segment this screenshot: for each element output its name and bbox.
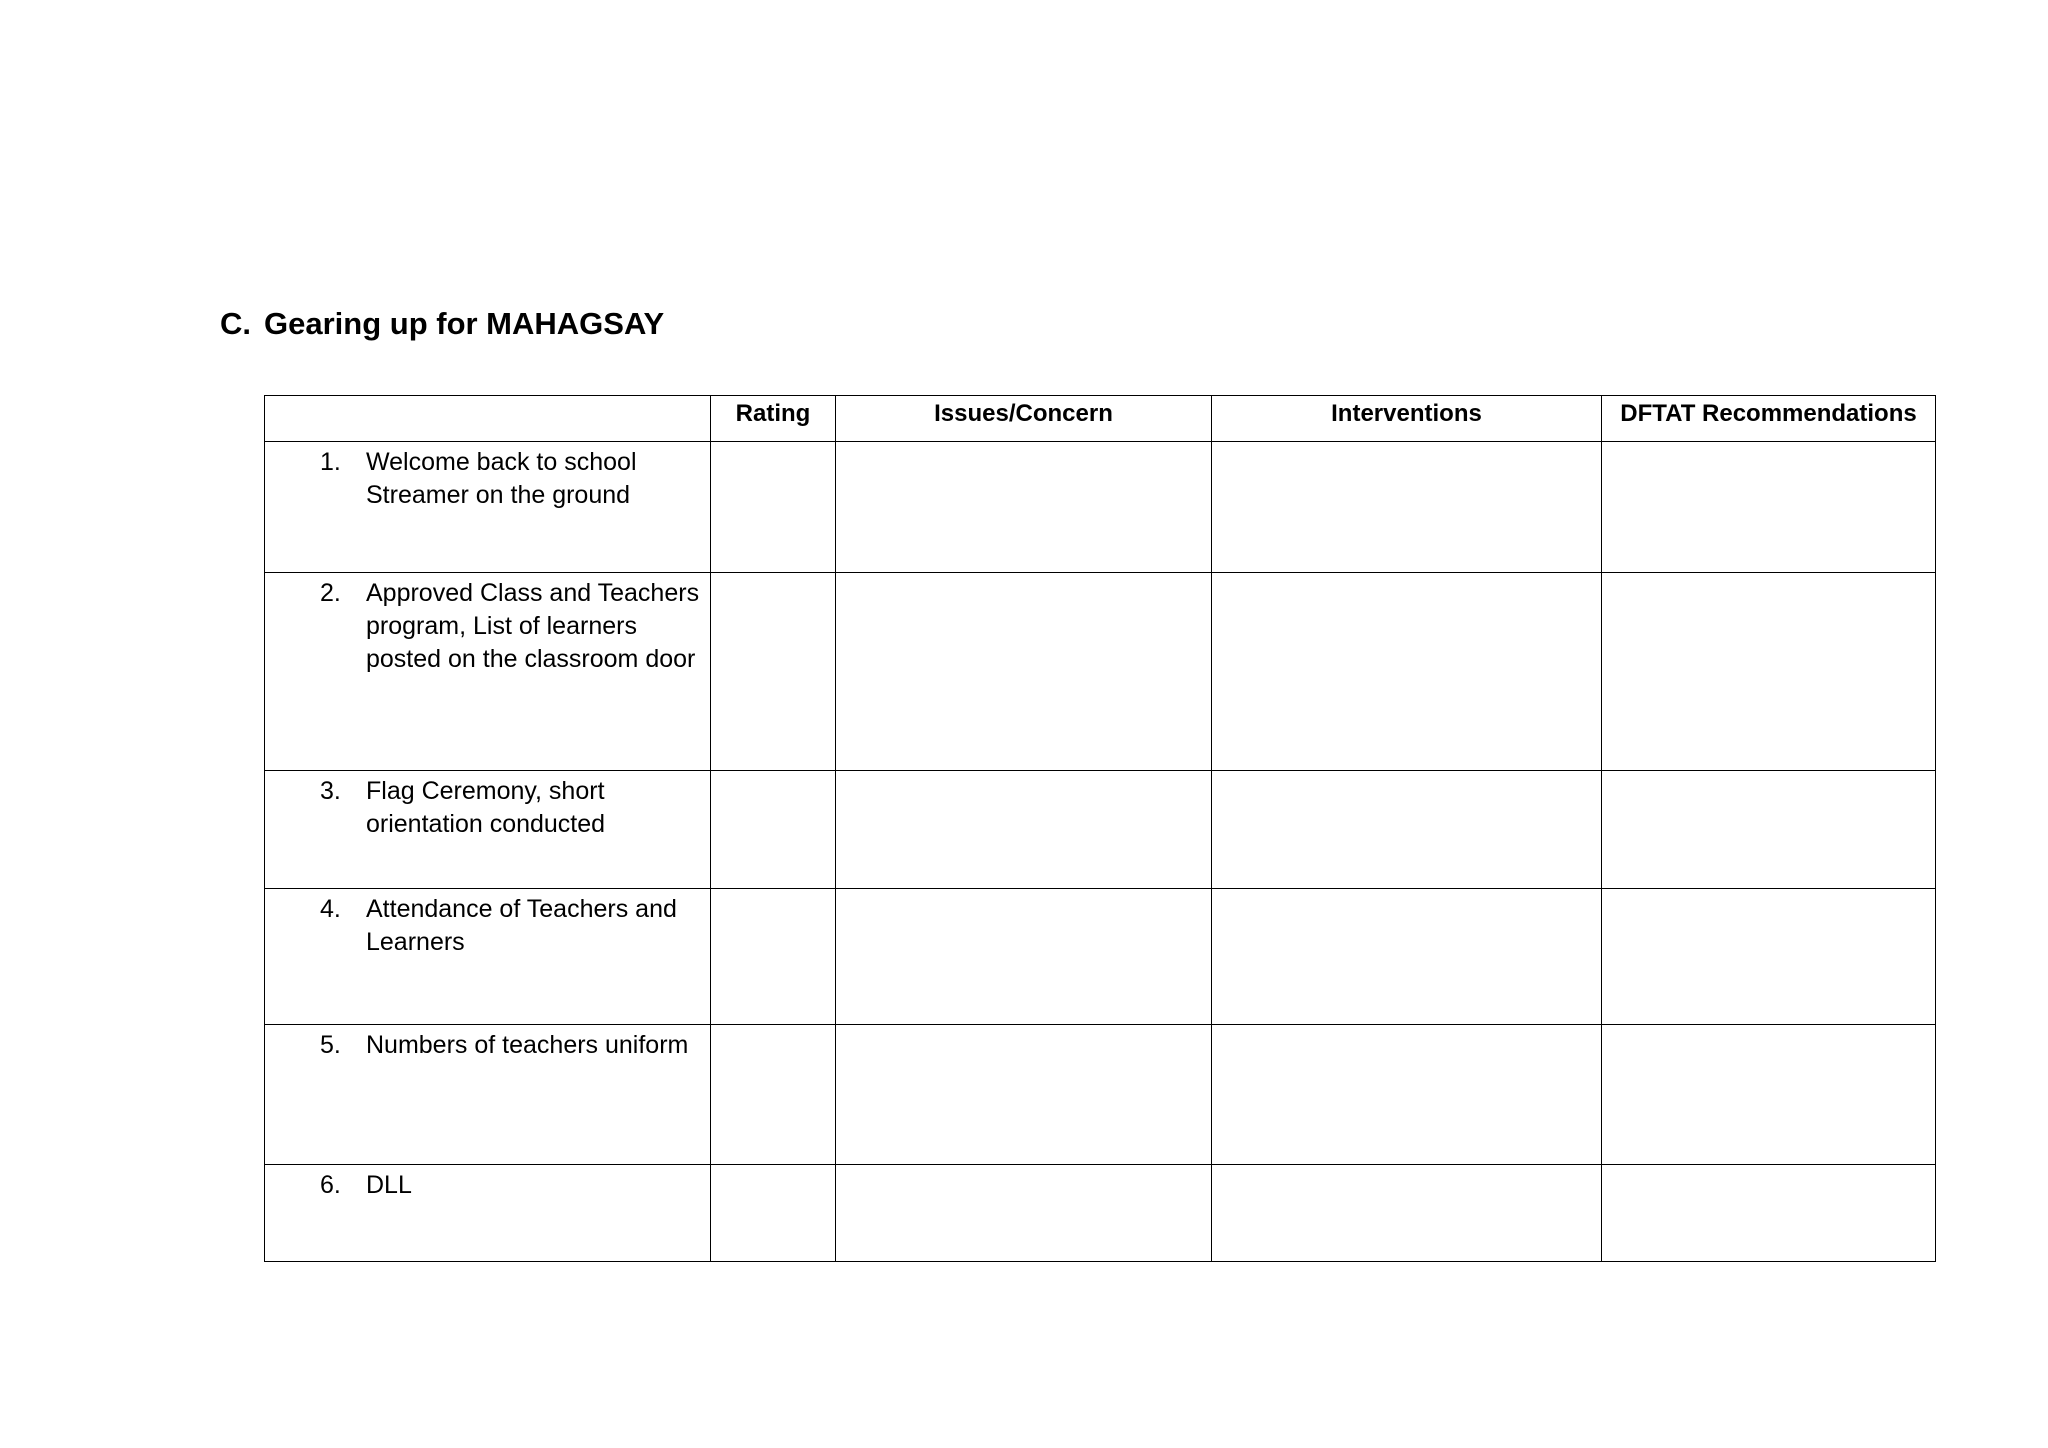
issues-cell[interactable] xyxy=(836,442,1212,573)
checklist-table xyxy=(264,395,1936,1262)
item-text: Approved Class and Teachers program, List of learners posted on the classroom door xyxy=(366,579,700,673)
item-number: 4. xyxy=(320,895,341,923)
issues-cell[interactable] xyxy=(836,889,1212,1025)
item-number: 2. xyxy=(320,579,341,607)
table-row xyxy=(265,1165,1936,1262)
interventions-cell[interactable] xyxy=(1212,442,1602,573)
table-row xyxy=(265,573,1936,771)
rating-cell[interactable] xyxy=(711,442,836,573)
rating-cell[interactable] xyxy=(711,889,836,1025)
rating-cell[interactable] xyxy=(711,573,836,771)
interventions-cell[interactable] xyxy=(1212,771,1602,889)
item-cell xyxy=(265,442,711,573)
header-row xyxy=(265,396,1936,442)
recommendations-cell[interactable] xyxy=(1602,771,1936,889)
item-text: Welcome back to school Streamer on the ground xyxy=(366,448,637,509)
item-cell xyxy=(265,1165,711,1262)
item-number: 5. xyxy=(320,1031,341,1059)
header-interventions: Interventions xyxy=(1212,396,1602,442)
item-text: DLL xyxy=(366,1171,412,1199)
recommendations-cell[interactable] xyxy=(1602,1025,1936,1165)
issues-cell[interactable] xyxy=(836,1165,1212,1262)
section-letter: C. xyxy=(220,306,251,341)
header-item xyxy=(265,396,711,442)
recommendations-cell[interactable] xyxy=(1602,889,1936,1025)
table-row xyxy=(265,1025,1936,1165)
item-number: 6. xyxy=(320,1171,341,1199)
issues-cell[interactable] xyxy=(836,771,1212,889)
item-cell xyxy=(265,1025,711,1165)
recommendations-cell[interactable] xyxy=(1602,442,1936,573)
interventions-cell[interactable] xyxy=(1212,573,1602,771)
recommendations-cell[interactable] xyxy=(1602,1165,1936,1262)
item-text: Attendance of Teachers and Learners xyxy=(366,895,677,956)
item-text: Flag Ceremony, short orientation conducted xyxy=(366,777,606,838)
rating-cell[interactable] xyxy=(711,1025,836,1165)
item-number: 3. xyxy=(320,777,341,805)
rating-cell[interactable] xyxy=(711,1165,836,1262)
item-cell xyxy=(265,573,711,771)
issues-cell[interactable] xyxy=(836,1025,1212,1165)
issues-cell[interactable] xyxy=(836,573,1212,771)
header-rating: Rating xyxy=(711,396,836,442)
recommendations-cell[interactable] xyxy=(1602,573,1936,771)
interventions-cell[interactable] xyxy=(1212,1165,1602,1262)
header-recommendations: DFTAT Recommendations xyxy=(1602,396,1936,442)
rating-cell[interactable] xyxy=(711,771,836,889)
table-row xyxy=(265,771,1936,889)
item-number: 1. xyxy=(320,448,341,476)
table-row xyxy=(265,889,1936,1025)
header-issues: Issues/Concern xyxy=(836,396,1212,442)
table-row xyxy=(265,442,1936,573)
item-cell xyxy=(265,889,711,1025)
interventions-cell[interactable] xyxy=(1212,889,1602,1025)
item-text: Numbers of teachers uniform xyxy=(366,1031,689,1059)
section-heading xyxy=(220,306,664,342)
item-cell xyxy=(265,771,711,889)
section-title: Gearing up for MAHAGSAY xyxy=(264,306,665,341)
interventions-cell[interactable] xyxy=(1212,1025,1602,1165)
